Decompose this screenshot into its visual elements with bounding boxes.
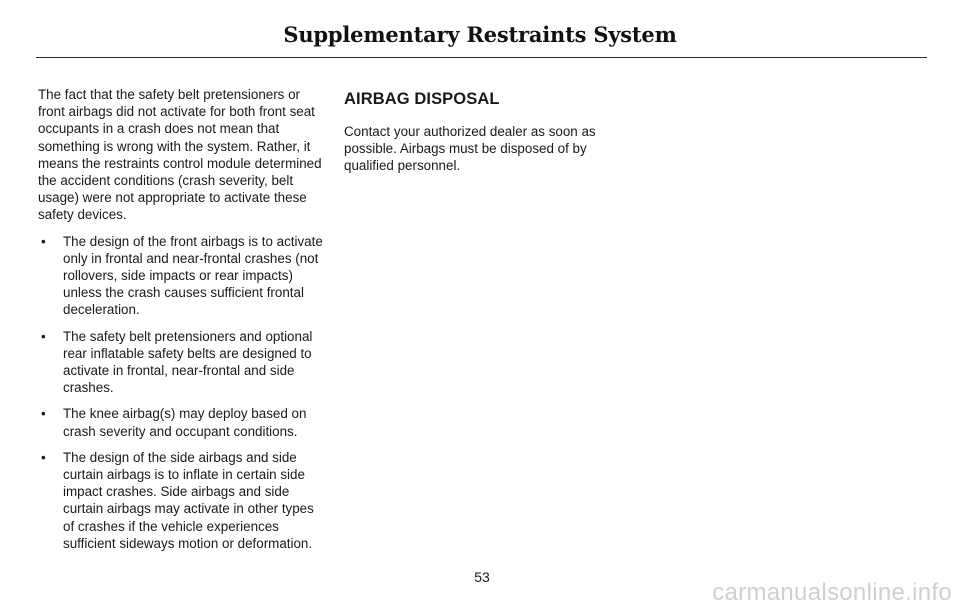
bullet-icon: • bbox=[41, 406, 46, 422]
list-item-text: The safety belt pretensioners and optional rear inflatable safety belts are designed to activate in frontal, near-frontal and side crashes. bbox=[63, 328, 313, 396]
list-item bbox=[38, 233, 323, 319]
page-number: 53 bbox=[474, 569, 490, 585]
list-item-text: The design of the front airbags is to activate only in frontal and near-frontal crashes (not rollovers, side impacts or rear impacts) unless the crash causes sufficient frontal deceleration. bbox=[63, 233, 323, 318]
bullet-icon: • bbox=[41, 328, 46, 344]
watermark[interactable]: carmanualsonline.info bbox=[712, 579, 952, 606]
bullet-icon: • bbox=[41, 233, 46, 249]
header-divider bbox=[36, 57, 927, 58]
list-item bbox=[38, 449, 323, 552]
list-item bbox=[38, 328, 323, 397]
disposal-paragraph: Contact your authorized dealer as soon as possible. Airbags must be disposed of by qualified personnel. bbox=[344, 124, 596, 174]
right-column bbox=[344, 89, 629, 175]
intro-paragraph: The fact that the safety belt pretensioners or front airbags did not activate for both front seat occupants in a crash does not mean that something is wrong with the system. Rather, it means the restraints control module determined the accident conditions (crash severity, belt usage) were not appropriate to activate these safety devices. bbox=[38, 87, 322, 223]
list-item-text: The design of the side airbags and side curtain airbags is to inflate in certain side impact crashes. Side airbags and side curtain airbags may activate in other types of crashes if the vehicle experiences sufficient sideways motion or deformation. bbox=[63, 449, 314, 551]
list-item-text: The knee airbag(s) may deploy based on crash severity and occupant conditions. bbox=[63, 406, 307, 439]
bullet-icon: • bbox=[41, 449, 46, 465]
section-heading-airbag-disposal: AIRBAG DISPOSAL bbox=[344, 90, 500, 108]
list-item bbox=[38, 405, 323, 439]
page-header-title: Supplementary Restraints System bbox=[283, 22, 677, 47]
bullet-list bbox=[38, 233, 323, 552]
left-column bbox=[38, 86, 323, 561]
